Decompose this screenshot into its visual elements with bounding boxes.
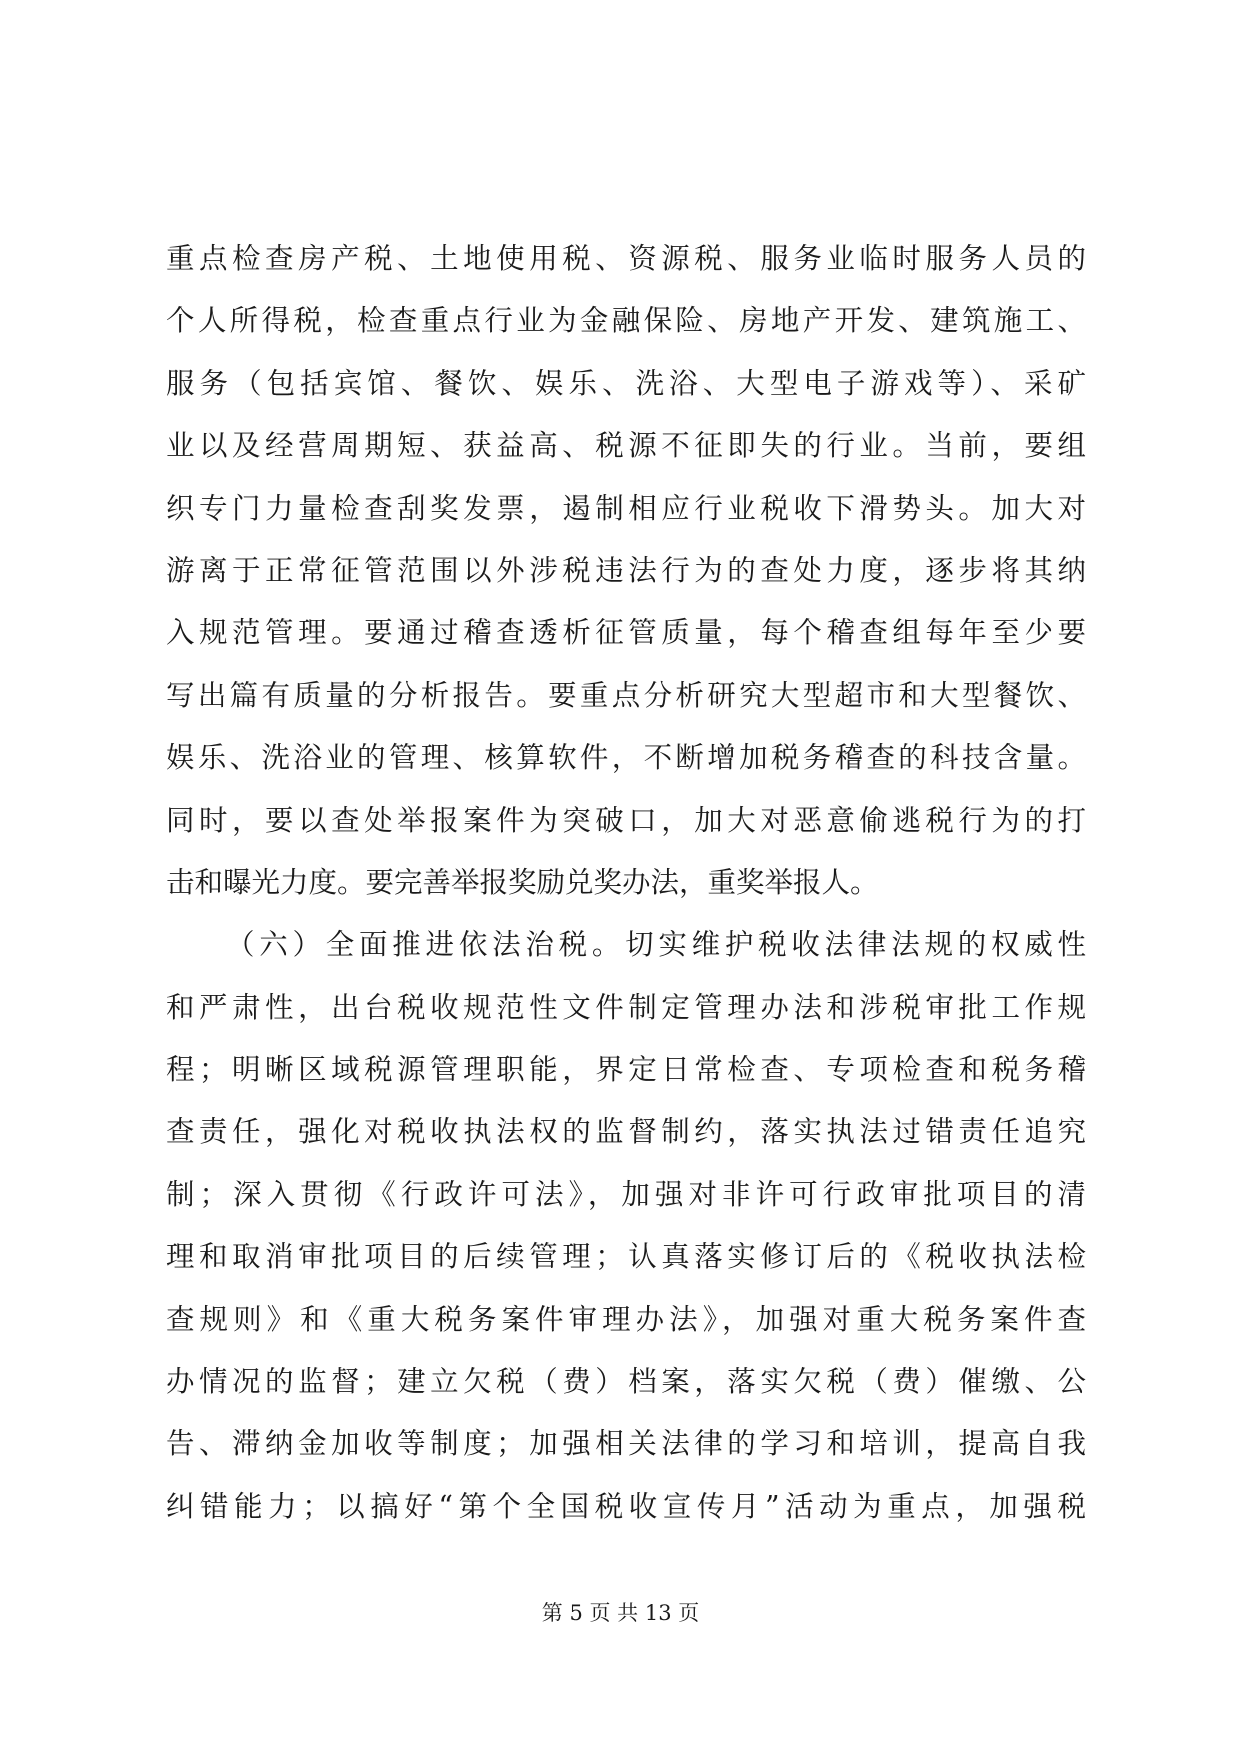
text-line: 查规则》和《重大税务案件审理办法》，加强对重大税务案件查 xyxy=(166,1302,1086,1336)
section-heading-line: （六）全面推进依法治税。切实维护税收法律法规的权威性 xyxy=(226,928,1086,962)
text-line: 告、滞纳金加收等制度；加强相关法律的学习和培训，提高自我 xyxy=(166,1427,1086,1461)
text-line: 娱乐、洗浴业的管理、核算软件，不断增加税务稽查的科技含量。 xyxy=(166,741,1086,775)
text-line: 写出篇有质量的分析报告。要重点分析研究大型超市和大型餐饮、 xyxy=(166,678,1086,712)
text-line: 程；明晰区域税源管理职能，界定日常检查、专项检查和税务稽 xyxy=(166,1053,1086,1087)
body-text xyxy=(166,228,1086,1538)
text-line: 同时，要以查处举报案件为突破口，加大对恶意偷逃税行为的打 xyxy=(166,803,1086,837)
text-line: 击和曝光力度。要完善举报奖励兑奖办法，重奖举报人。 xyxy=(166,865,879,899)
text-line: 业以及经营周期短、获益高、税源不征即失的行业。当前，要组 xyxy=(166,429,1086,463)
text-line: 重点检查房产税、土地使用税、资源税、服务业临时服务人员的 xyxy=(166,242,1086,275)
text-line: 查责任，强化对税收执法权的监督制约，落实执法过错责任追究 xyxy=(166,1115,1086,1149)
text-line: 办情况的监督；建立欠税（费）档案，落实欠税（费）催缴、公 xyxy=(166,1365,1086,1399)
text-line: 和严肃性，出台税收规范性文件制定管理办法和涉税审批工作规 xyxy=(166,990,1086,1024)
text-line: 纠错能力；以搞好“第个全国税收宣传月”活动为重点，加强税 xyxy=(166,1489,1086,1523)
text-line: 制；深入贯彻《行政许可法》，加强对非许可行政审批项目的清 xyxy=(166,1177,1086,1211)
text-line: 个人所得税，检查重点行业为金融保险、房地产开发、建筑施工、 xyxy=(166,304,1086,338)
text-line: 织专门力量检查刮奖发票，遏制相应行业税收下滑势头。加大对 xyxy=(166,491,1086,525)
text-line: 入规范管理。要通过稽查透析征管质量，每个稽查组每年至少要 xyxy=(166,616,1086,650)
text-line: 游离于正常征管范围以外涉税违法行为的查处力度，逐步将其纳 xyxy=(166,553,1086,587)
text-line: 理和取消审批项目的后续管理；认真落实修订后的《税收执法检 xyxy=(166,1240,1086,1274)
page-number-footer: 第 5 页 共 13 页 xyxy=(541,1601,700,1625)
text-line: 服务（包括宾馆、餐饮、娱乐、洗浴、大型电子游戏等）、采矿 xyxy=(166,366,1086,400)
